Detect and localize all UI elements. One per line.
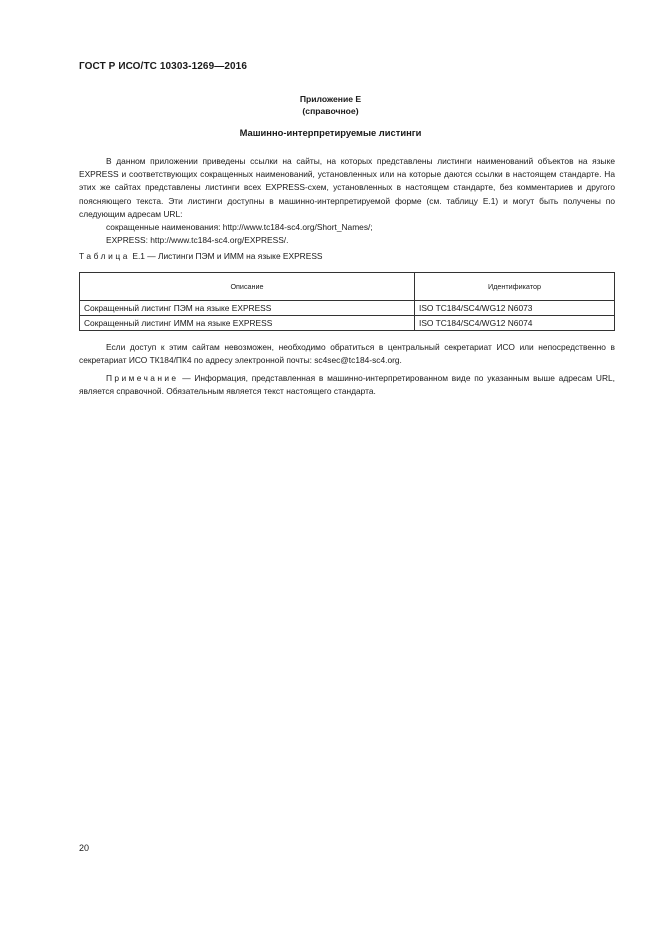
table-cell-description: Сокращенный листинг ИММ на языке EXPRESS — [80, 316, 415, 331]
note-block — [79, 372, 615, 398]
table-caption-label: Таблица — [79, 251, 131, 261]
table-cell-identifier: ISO TC184/SC4/WG12 N6074 — [415, 316, 615, 331]
appendix-subtitle: (справочное) — [302, 106, 359, 116]
note-paragraph — [79, 372, 615, 398]
appendix-title: Приложение Е — [299, 94, 362, 104]
table-caption — [79, 251, 323, 261]
express-url: EXPRESS: http://www.tc184-sc4.org/EXPRESS/. — [106, 235, 289, 246]
table-row — [80, 301, 615, 316]
table-cell-description: Сокращенный листинг ПЭМ на языке EXPRESS — [80, 301, 415, 316]
column-header-identifier: Идентификатор — [415, 273, 615, 301]
appendix-heading — [0, 93, 661, 117]
intro-block — [79, 155, 615, 247]
access-block — [79, 341, 615, 367]
note-text: — Информация, представленная в машинно-интерпретированном виде по указанным выше адресам URL, является справочной. Обязательным является текст настоящего стандарта. — [79, 373, 615, 397]
document-header: ГОСТ Р ИСО/ТС 10303-1269—2016 — [79, 61, 247, 72]
note-label: Примечание — [106, 373, 179, 383]
table-row — [80, 316, 615, 331]
column-header-description: Описание — [80, 273, 415, 301]
page-number: 20 — [79, 843, 90, 853]
intro-paragraph: В данном приложении приведены ссылки на сайты, на которых представлены листинги наименований объектов на языке EXPRESS и соответствующих сокращенных наименований, установленных или на которые даются ссылки в настоящем стандарте. На этих же сайтах представлены листинги всех EXPRESS-схем, установленных в настоящем стандарте, без комментариев и другого поясняющего текста. Эти листинги доступны в машинно-интерпретируемой форме (см. таблицу Е.1) и могут быть получены по следующим адресам URL: — [79, 156, 615, 219]
section-title: Машинно-интерпретируемые листинги — [239, 127, 422, 138]
access-paragraph: Если доступ к этим сайтам невозможен, необходимо обратиться в центральный секретариат ИСО или непосредственно в секретариат ИСО ТК184/ПК4 по адресу электронной почты: sc4sec@tc184-sc4.org. — [79, 342, 615, 366]
table-caption-text: Е.1 — Листинги ПЭМ и ИММ на языке EXPRESS — [130, 251, 323, 261]
short-names-url: сокращенные наименования: http://www.tc184-sc4.org/Short_Names/; — [106, 222, 373, 233]
listings-table — [79, 272, 615, 331]
table-header-row — [80, 273, 615, 301]
table-cell-identifier: ISO TC184/SC4/WG12 N6073 — [415, 301, 615, 316]
